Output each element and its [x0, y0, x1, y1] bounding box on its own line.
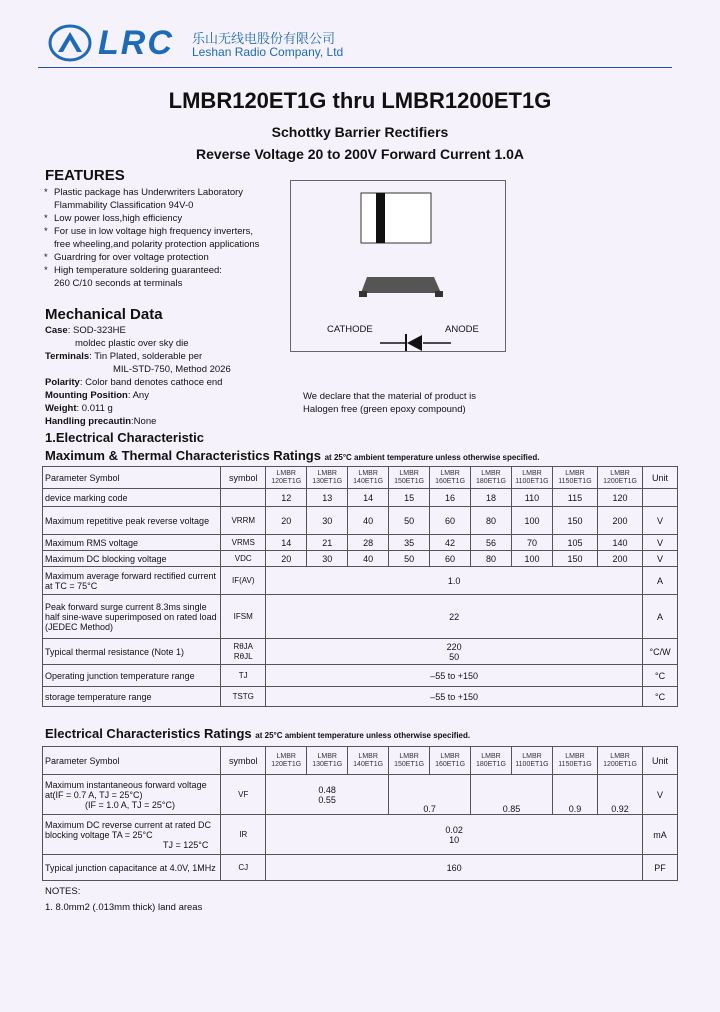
max-ratings-table [42, 466, 678, 707]
mech-mounting: Mounting Position: Any [45, 390, 149, 401]
cathode-label: CATHODE [327, 324, 373, 335]
features-list [44, 186, 284, 290]
mech-case: Case: SOD-323HE [45, 325, 126, 336]
mech-case-2: moldec plastic over sky die [75, 338, 189, 349]
mech-polarity: Polarity: Color band denotes cathoce end [45, 377, 223, 388]
header-unit: Unit [643, 467, 678, 489]
header-part: LMBR 130ET1G [307, 467, 348, 489]
product-subtitle: Schottky Barrier Rectifiers [271, 124, 449, 140]
header-part: LMBR 1100ET1G [511, 467, 552, 489]
list-item: * Low power loss,high efficiency [44, 213, 183, 224]
header-part: LMBR 150ET1G [389, 467, 430, 489]
notes-heading: NOTES: [45, 886, 81, 897]
company-logo-icon [48, 24, 92, 62]
table-row: device marking code 12 13 14 15 16 18 110 115 120 [43, 489, 678, 507]
mech-handling: Handling precautin:None [45, 416, 157, 427]
table-row: Operating junction temperature range TJ –55 to +150 °C [43, 665, 678, 687]
header-part: LMBR 1200ET1G [598, 467, 643, 489]
header-part: LMBR 1150ET1G [552, 467, 597, 489]
table-row: Maximum DC blocking voltage VDC 20 30 40 50 60 80 100 150 200 V [43, 551, 678, 567]
header-symbol: symbol [221, 467, 266, 489]
product-rating-subtitle: Reverse Voltage 20 to 200V Forward Current 1.0A [195, 146, 525, 162]
company-name-en: Leshan Radio Company, Ltd [192, 45, 344, 59]
logo-text: LRC [98, 24, 174, 62]
list-item: * For use in low voltage high frequency inverters, [44, 226, 254, 237]
list-item: * Plastic package has Underwriters Laboratory [44, 187, 244, 198]
mech-terminals-2: MIL-STD-750, Method 2026 [113, 364, 231, 375]
notes [45, 884, 202, 916]
mechanical-heading: Mechanical Data [45, 306, 163, 323]
note-1: 1. 8.0mm2 (.013mm thick) land areas [45, 902, 203, 913]
cathode-band [376, 193, 385, 243]
header-divider [38, 67, 672, 68]
header-part: LMBR 160ET1G [430, 467, 471, 489]
table-row: Maximum DC reverse current at rated DC blocking voltage TA = 25°C TJ = 125°C IR 0.02 10 mA [43, 815, 678, 855]
list-item: Flammability Classification 94V-0 [54, 200, 194, 211]
table-row: Peak forward surge current 8.3ms single half sine-wave superimposed on rated load (JEDEC Method) IFSM 22 A [43, 595, 678, 639]
page-title: LMBR120ET1G thru LMBR1200ET1G [168, 88, 552, 113]
list-item: 260 C/10 seconds at terminals [54, 278, 183, 289]
header-part: LMBR 140ET1G [348, 467, 389, 489]
mech-terminals: Terminals: Tin Plated, solderable per [45, 351, 203, 362]
list-item: * Guardring for over voltage protection [44, 252, 209, 263]
mech-weight: Weight: 0.011 g [45, 403, 113, 414]
max-ratings-heading: Maximum & Thermal Characteristics Ratings at 25°C ambient temperature unless otherwise specified. [45, 448, 540, 463]
table-header-row: Parameter Symbol symbol LMBR 120ET1G LMBR 130ET1G LMBR 140ET1G LMBR 150ET1G LMBR 160ET1G LMBR 180ET1G LMBR 1100ET1G LMBR 1150ET1G LMBR 1200ET1G Unit [43, 747, 678, 775]
mechanical-data [45, 324, 295, 428]
table-row: Maximum average forward rectified current at TC = 75°C IF(AV) 1.0 A [43, 567, 678, 595]
halogen-declaration [303, 390, 476, 416]
table-row: Typical thermal resistance (Note 1) RθJA RθJL 220 50 °C/W [43, 639, 678, 665]
table-row: Maximum RMS voltage VRMS 14 21 28 35 42 56 70 105 140 V [43, 535, 678, 551]
table-row: Maximum instantaneous forward voltage at(IF = 0.7 A, TJ = 25°C) (IF = 1.0 A, TJ = 25°C) VF 0.48 0.55 0.7 0.85 0.9 0.92 V [43, 775, 678, 815]
declaration-line-2: Halogen free (green epoxy compound) [303, 404, 466, 415]
anode-label: ANODE [445, 324, 479, 335]
list-item: free wheeling,and polarity protection applications [54, 239, 260, 250]
header-part: LMBR 180ET1G [471, 467, 512, 489]
table-row: Typical junction capacitance at 4.0V, 1MHz CJ 160 PF [43, 855, 678, 881]
package-diagram [290, 180, 506, 352]
ec-ratings-heading: Electrical Characteristics Ratings at 25°C ambient temperature unless otherwise specified. [45, 726, 471, 741]
header-part: LMBR 120ET1G [266, 467, 307, 489]
electrical-characteristics-table [42, 746, 678, 881]
list-item: * High temperature soldering guaranteed: [44, 265, 222, 276]
declaration-line-1: We declare that the material of product is [303, 391, 477, 402]
table-header-row [43, 467, 678, 489]
company-name-cn: 乐山无线电股份有限公司 [192, 32, 336, 47]
features-heading: FEATURES [45, 167, 125, 184]
section-heading: 1.Electrical Characteristic [45, 430, 204, 445]
table-row: storage temperature range TSTG –55 to +150 °C [43, 687, 678, 707]
table-row: Maximum repetitive peak reverse voltage VRRM 20 30 40 50 60 80 100 150 200 V [43, 507, 678, 535]
header-param: Parameter Symbol [43, 467, 221, 489]
